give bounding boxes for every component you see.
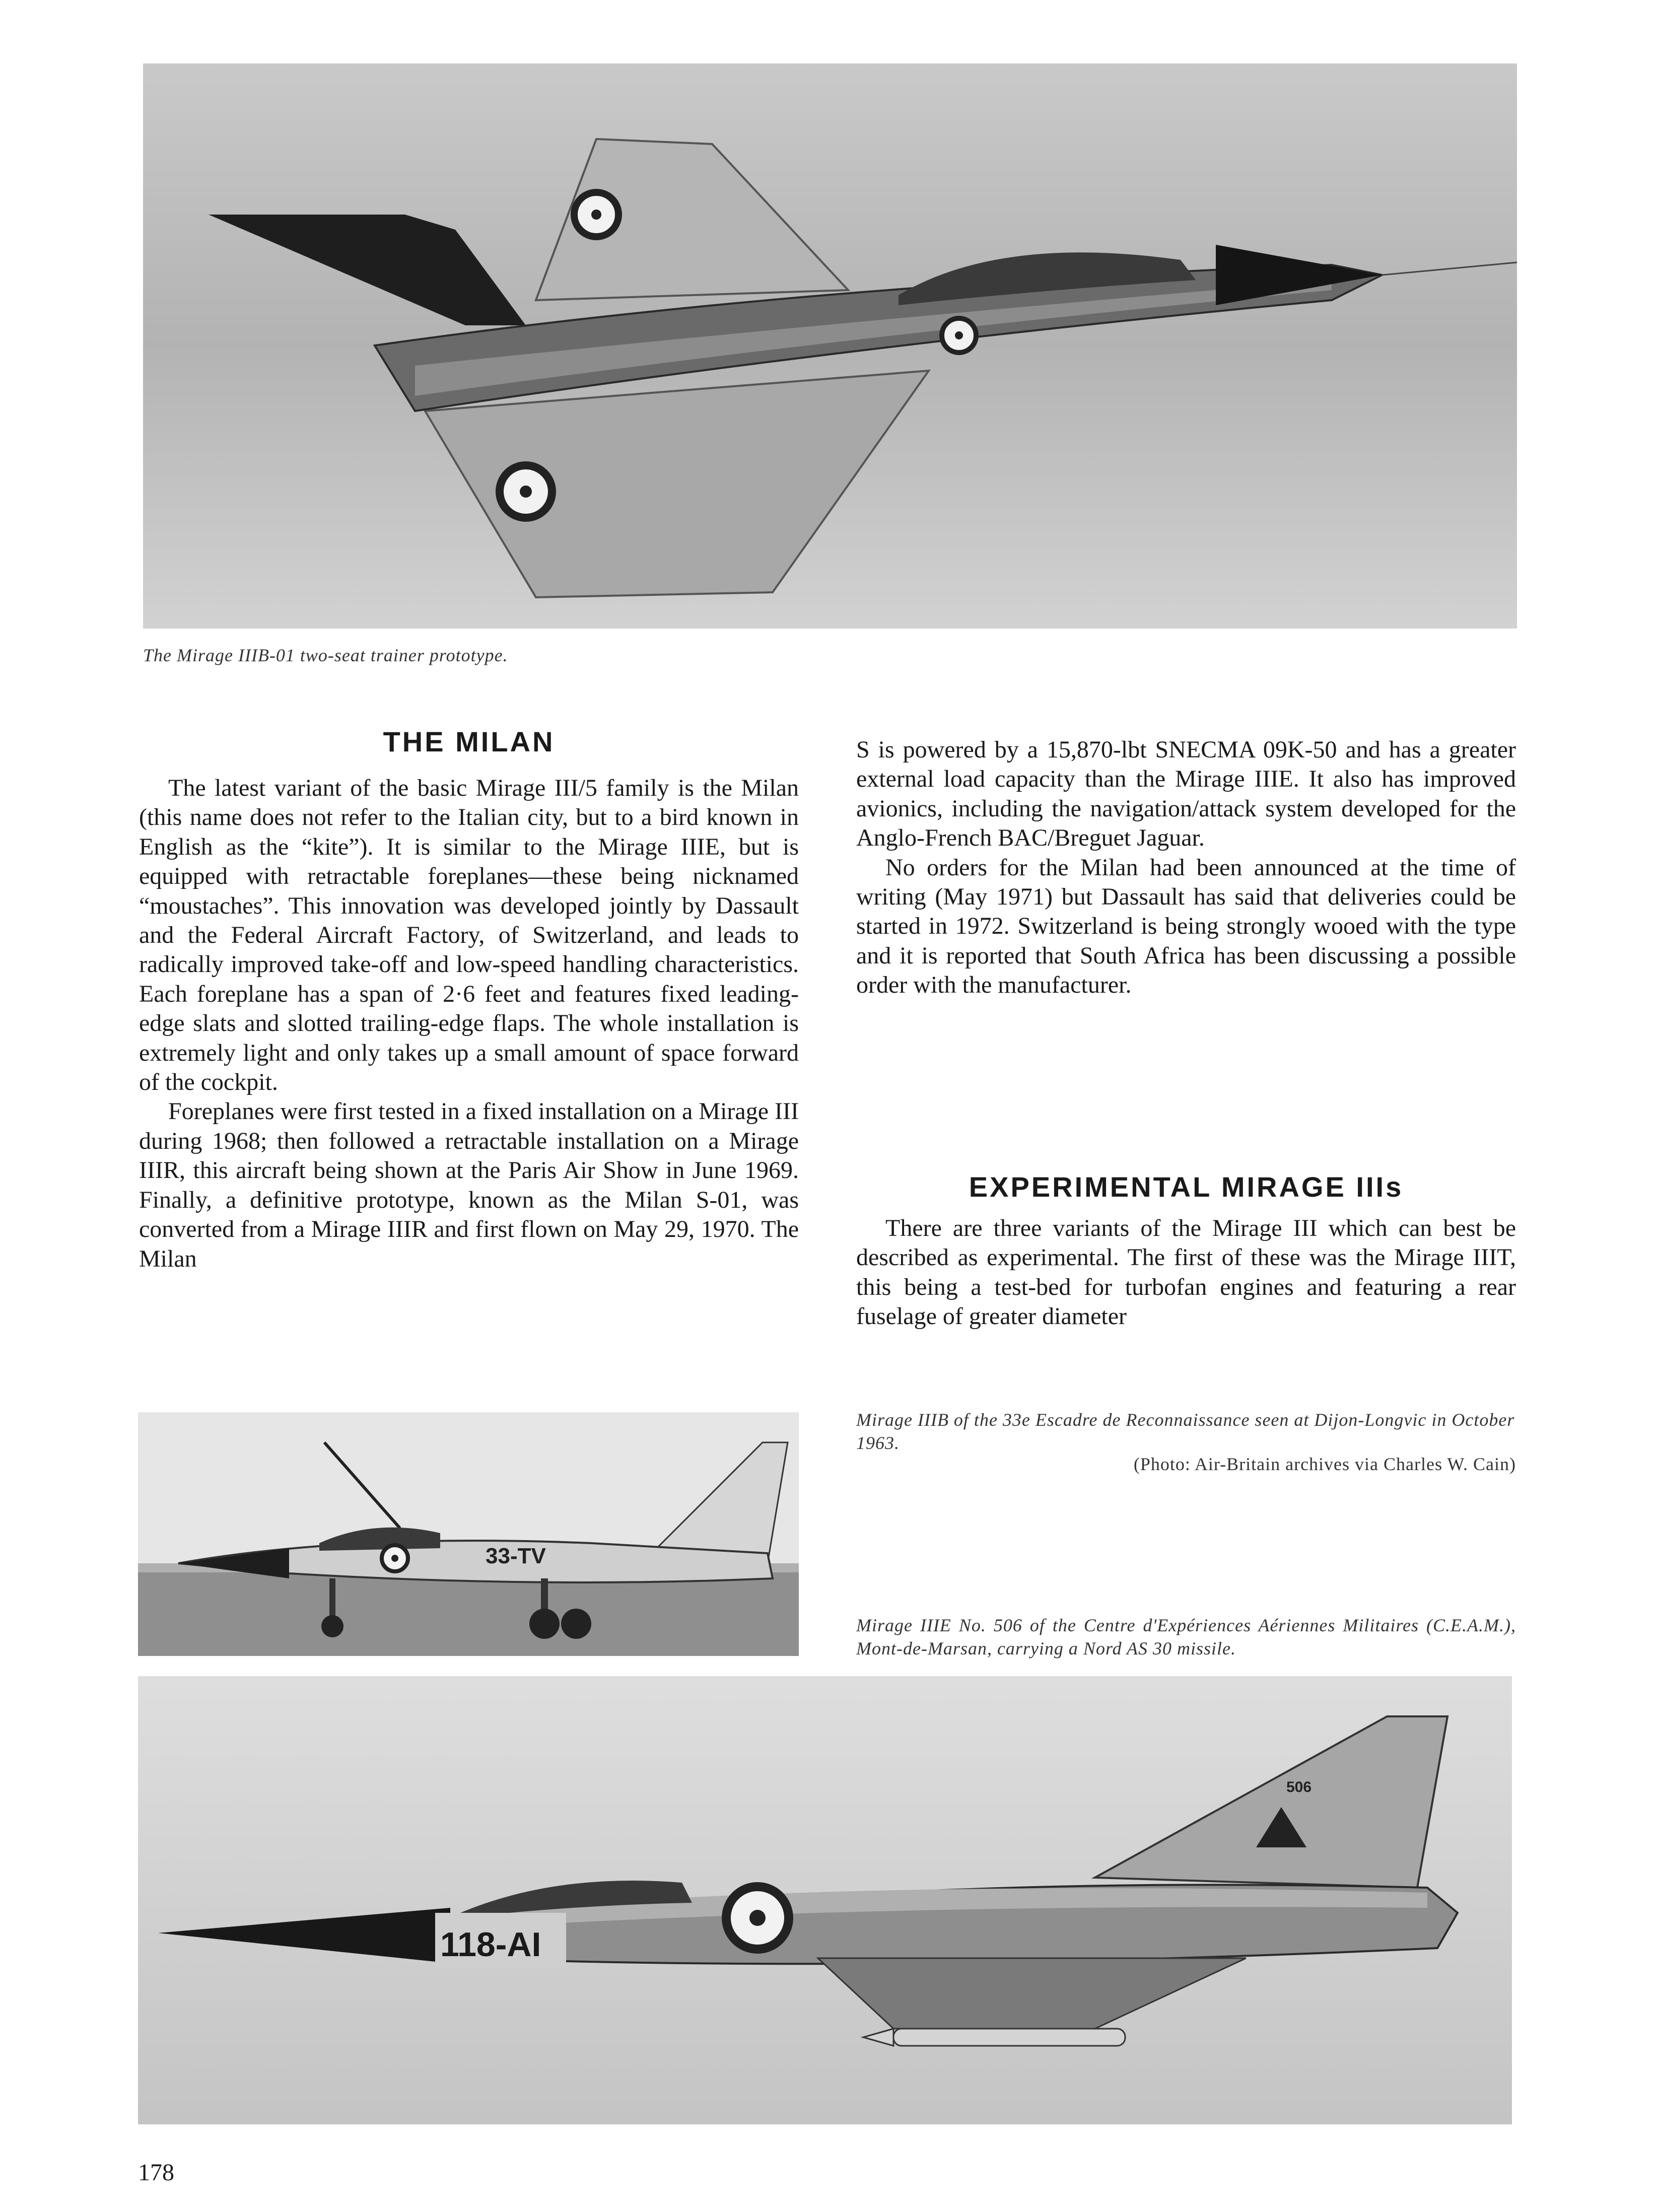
top-photo	[143, 63, 1517, 629]
milan-continuation-2: No orders for the Milan had been announced at the time of writing (May 1971) but Dassault has said that deliveries could be started in 1972. Switzerland is being strongly wooed with the type and it is reported that South Africa has been discussing a possible order with the manufacturer.	[856, 854, 1516, 999]
bottom-aircraft-code: 118-AI	[440, 1925, 541, 1964]
experimental-paragraph-1: There are three variants of the Mirage III which can best be described as experimental. The first of these was the Mirage IIIT, this being a test-bed for turbofan engines and featuring a rear fuselage of greater diameter	[856, 1215, 1516, 1330]
right-column-lower	[856, 1214, 1516, 1332]
bottom-photo-caption: Mirage IIIE No. 506 of the Centre d'Expériences Aériennes Militaires (C.E.A.M.), Mont-de-Marsan, carrying a Nord AS 30 missile.	[856, 1615, 1516, 1658]
bottom-tail-number: 506	[1286, 1779, 1312, 1795]
top-photo-caption: The Mirage IIIB-01 two-seat trainer prototype.	[143, 645, 508, 665]
milan-continuation-1: S is powered by a 15,870-lbt SNECMA 09K-50 and has a greater external load capacity than the Mirage IIIE. It also has improved avionics, including the navigation/attack system developed for the Anglo-French BAC/Breguet Jaguar.	[856, 736, 1516, 852]
bottom-photo	[138, 1676, 1512, 2124]
as30-missile	[893, 2029, 1125, 2046]
milan-heading: THE MILAN	[383, 726, 555, 757]
middle-photo-caption: Mirage IIIB of the 33e Escadre de Reconnaissance seen at Dijon-Longvic in October 1963.	[856, 1410, 1515, 1453]
middle-aircraft-code: 33-TV	[486, 1544, 546, 1568]
experimental-heading: EXPERIMENTAL MIRAGE IIIs	[969, 1171, 1404, 1203]
right-column-upper	[856, 735, 1516, 1000]
middle-photo-credit: (Photo: Air-Britain archives via Charles W. Cain)	[1133, 1454, 1516, 1474]
middle-photo	[138, 1412, 799, 1656]
milan-paragraph-2: Foreplanes were first tested in a fixed installation on a Mirage III during 1968; then followed a retractable installation on a Mirage IIIR, this aircraft being shown at the Paris Air Show in June 1969. Finally, a definitive prototype, known as the Milan S-01, was converted from a Mirage IIIR and first flown on May 29, 1970. The Milan	[139, 1098, 799, 1272]
milan-paragraph-1: The latest variant of the basic Mirage III/5 family is the Milan (this name does not refer to the Italian city, but to a bird known in English as the “kite”). It is similar to the Mirage IIIE, but is equipped with retractable foreplanes—these being nicknamed “moustaches”. This innovation was developed jointly by Dassault and the Federal Aircraft Factory, of Switzerland, and leads to radically improved take-off and low-speed handling characteristics. Each foreplane has a span of 2·6 feet and features fixed leading-edge slats and slotted trailing-edge flaps. The whole installation is extremely light and only takes up a small amount of space forward of the cockpit.	[139, 775, 799, 1096]
left-column	[139, 774, 799, 1274]
page-number: 178	[138, 2159, 174, 2186]
